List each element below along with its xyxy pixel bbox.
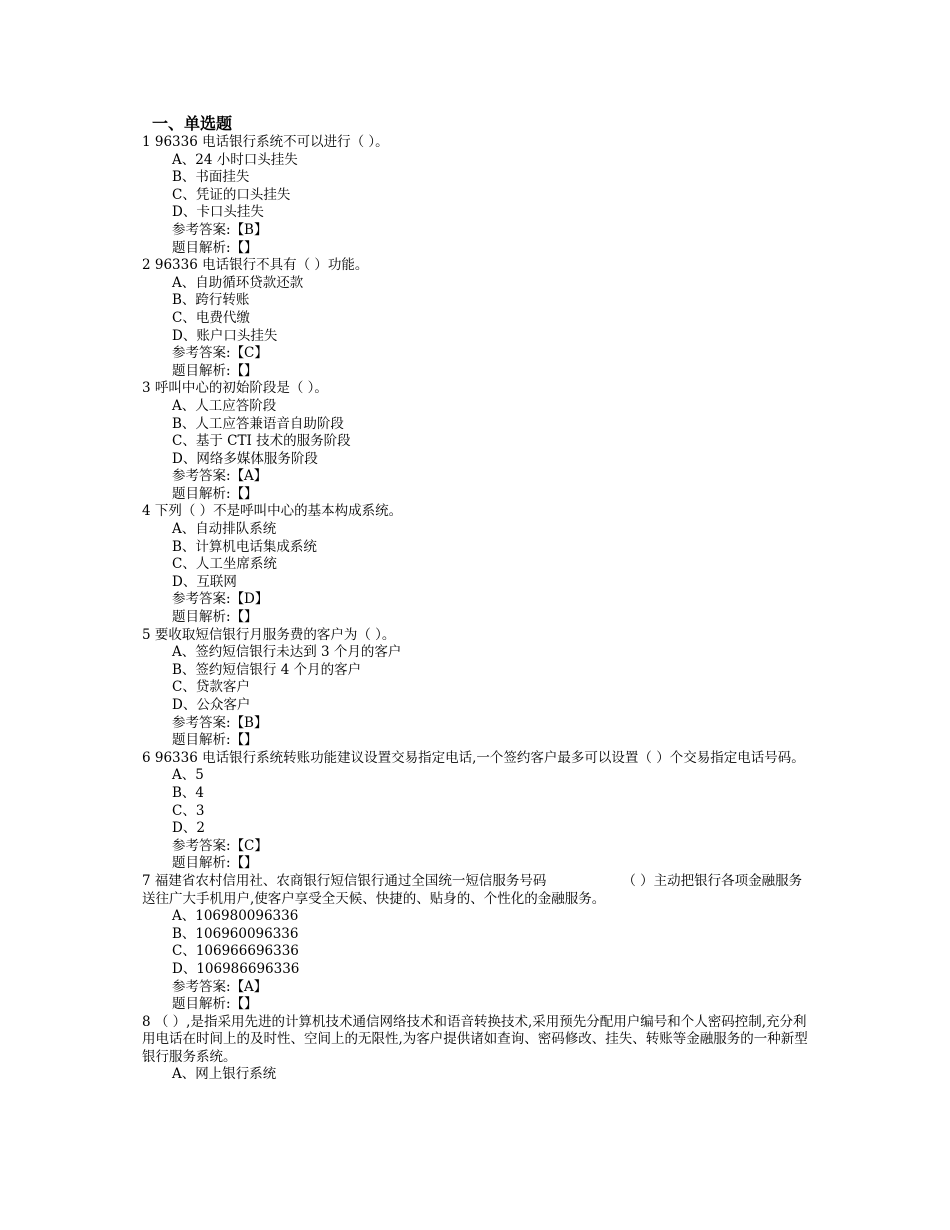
analysis-label: 题目解析: [172, 239, 231, 256]
analysis-value: 【】 [230, 855, 258, 872]
question-stem-part-b: （ ）主动把银行各项金融服务送往广大手机用户,使客户享受全天候、快捷的、贴身的、个性化的金融服务。 [142, 872, 803, 907]
answer-value: 【B】 [230, 221, 268, 238]
option-d: D、2 [172, 820, 205, 837]
option-a: A、自助循环贷款还款 [172, 274, 304, 291]
option-b: B、4 [172, 784, 205, 801]
option-c: C、106966696336 [172, 943, 299, 960]
question-1 [142, 134, 812, 257]
analysis-value: 【】 [230, 485, 258, 502]
option-c: C、凭证的口头挂失 [172, 186, 291, 203]
analysis-value: 【】 [230, 996, 258, 1013]
answer-label: 参考答案: [172, 221, 231, 238]
answer-label: 参考答案: [172, 468, 231, 485]
analysis-value: 【】 [230, 732, 258, 749]
analysis-line [142, 732, 812, 750]
answer-line [142, 838, 812, 856]
option-b: B、计算机电话集成系统 [172, 538, 317, 555]
answer-value: 【A】 [230, 978, 268, 995]
option-a: A、106980096336 [172, 908, 299, 925]
question-3 [142, 380, 812, 503]
answer-line [142, 468, 812, 486]
option-d: D、账户口头挂失 [172, 327, 278, 344]
option-d: D、106986696336 [172, 960, 300, 977]
option-a: A、自动排队系统 [172, 521, 277, 538]
analysis-line [142, 486, 812, 504]
option-d: D、网络多媒体服务阶段 [172, 450, 318, 467]
answer-line [142, 715, 812, 733]
question-stem: 2 96336 电话银行不具有（ ）功能。 [142, 257, 369, 274]
question-6 [142, 750, 812, 873]
answer-label: 参考答案: [172, 714, 231, 731]
question-stem: 6 96336 电话银行系统转账功能建议设置交易指定电话,一个签约客户最多可以设置（ ）个交易指定电话号码。 [142, 749, 805, 766]
option-a: A、签约短信银行未达到 3 个月的客户 [172, 644, 402, 661]
option-a: A、网上银行系统 [172, 1066, 277, 1083]
option-c: C、人工坐席系统 [172, 556, 277, 573]
answer-label: 参考答案: [172, 591, 231, 608]
analysis-label: 题目解析: [172, 855, 231, 872]
question-stem-part-a: 7 福建省农村信用社、农商银行短信银行通过全国统一短信服务号码 [142, 872, 547, 889]
question-stem [142, 873, 812, 908]
option-d: D、卡口头挂失 [172, 204, 264, 221]
analysis-line [142, 855, 812, 873]
question-5 [142, 627, 812, 750]
option-a: A、人工应答阶段 [172, 397, 277, 414]
answer-label: 参考答案: [172, 978, 231, 995]
answer-value: 【A】 [230, 468, 268, 485]
analysis-line [142, 240, 812, 258]
option-d: D、互联网 [172, 573, 237, 590]
answer-value: 【C】 [230, 837, 268, 854]
question-2 [142, 257, 812, 380]
question-7 [142, 873, 812, 1014]
answer-line [142, 345, 812, 363]
answer-value: 【D】 [230, 591, 269, 608]
analysis-label: 题目解析: [172, 485, 231, 502]
analysis-line [142, 996, 812, 1014]
analysis-label: 题目解析: [172, 609, 231, 626]
option-b: B、签约短信银行 4 个月的客户 [172, 661, 362, 678]
option-b: B、跨行转账 [172, 292, 250, 309]
option-a: A、5 [172, 767, 204, 784]
answer-label: 参考答案: [172, 837, 231, 854]
answer-value: 【C】 [230, 345, 268, 362]
analysis-value: 【】 [230, 609, 258, 626]
answer-label: 参考答案: [172, 345, 231, 362]
section-title: 一、单选题 [152, 114, 233, 133]
answer-line [142, 979, 812, 997]
analysis-value: 【】 [230, 362, 258, 379]
answer-line [142, 222, 812, 240]
option-a: A、24 小时口头挂失 [172, 151, 298, 168]
option-c: C、电费代缴 [172, 309, 250, 326]
analysis-label: 题目解析: [172, 362, 231, 379]
analysis-label: 题目解析: [172, 732, 231, 749]
answer-line [142, 591, 812, 609]
question-4 [142, 503, 812, 626]
option-b: B、106960096336 [172, 925, 299, 942]
option-c: C、3 [172, 802, 205, 819]
analysis-label: 题目解析: [172, 996, 231, 1013]
option-b: B、书面挂失 [172, 169, 250, 186]
question-stem: 1 96336 电话银行系统不可以进行（ ）。 [142, 134, 389, 150]
question-stem: 8 （ ）,是指采用先进的计算机技术通信网络技术和语音转换技术,采用预先分配用户编号和个人密码控制,充分利用电话在时间上的及时性、空间上的无限性,为客户提供诸如查询、密码修改、挂失、转账等金融服务的一种新型银行服务系统。 [142, 1013, 808, 1065]
option-b: B、人工应答兼语音自助阶段 [172, 415, 344, 432]
question-stem: 5 要收取短信银行月服务费的客户为（ ）。 [142, 626, 396, 643]
question-stem: 4 下列（ ）不是呼叫中心的基本构成系统。 [142, 503, 403, 520]
analysis-line [142, 609, 812, 627]
analysis-value: 【】 [230, 239, 258, 256]
document-page [142, 114, 812, 1084]
option-d: D、公众客户 [172, 697, 251, 713]
question-stem: 3 呼叫中心的初始阶段是（ ）。 [142, 380, 328, 397]
answer-value: 【B】 [230, 714, 268, 731]
option-c: C、贷款客户 [172, 679, 250, 696]
option-c: C、基于 CTI 技术的服务阶段 [172, 433, 351, 450]
analysis-line [142, 363, 812, 381]
question-8 [142, 1014, 812, 1084]
